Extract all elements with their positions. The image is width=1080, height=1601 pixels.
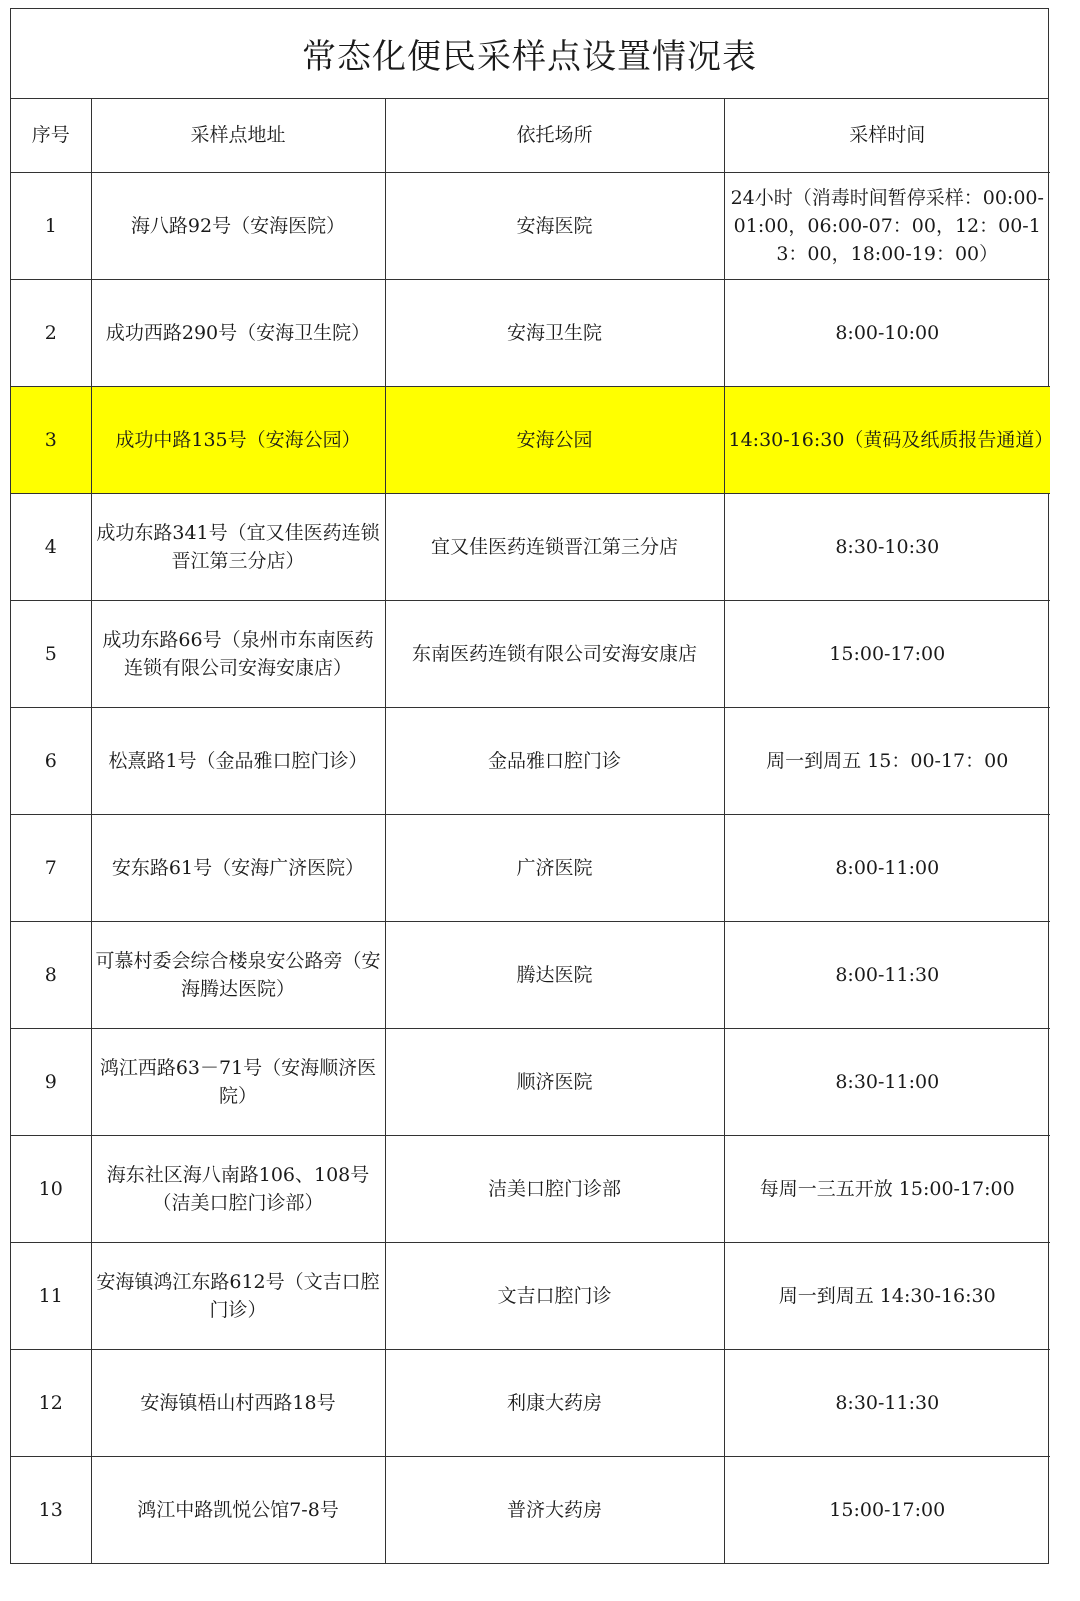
sampling-sites-sheet	[10, 8, 1054, 1564]
cell-time: 8:30-10:30	[724, 493, 1050, 600]
cell-seq: 2	[11, 279, 91, 386]
cell-time: 8:30-11:30	[724, 1349, 1050, 1456]
cell-time: 8:00-11:00	[724, 814, 1050, 921]
cell-time: 周一到周五 14:30-16:30	[724, 1242, 1050, 1349]
cell-address: 鸿江中路凯悦公馆7-8号	[91, 1456, 385, 1563]
header-seq: 序号	[11, 99, 91, 172]
cell-seq: 7	[11, 814, 91, 921]
cell-venue: 安海医院	[385, 172, 724, 279]
table-row	[11, 1135, 1050, 1242]
cell-venue: 利康大药房	[385, 1349, 724, 1456]
table-title: 常态化便民采样点设置情况表	[11, 9, 1048, 99]
table-row	[11, 921, 1050, 1028]
header-venue: 依托场所	[385, 99, 724, 172]
cell-time: 24小时（消毒时间暂停采样：00:00-01:00，06:00-07：00，12：00-13：00，18:00-19：00）	[724, 172, 1050, 279]
cell-seq: 12	[11, 1349, 91, 1456]
cell-time: 8:30-11:00	[724, 1028, 1050, 1135]
cell-venue: 宜又佳医药连锁晋江第三分店	[385, 493, 724, 600]
cell-time: 8:00-11:30	[724, 921, 1050, 1028]
cell-seq: 13	[11, 1456, 91, 1563]
header-row	[11, 99, 1050, 172]
header-address: 采样点地址	[91, 99, 385, 172]
cell-seq: 9	[11, 1028, 91, 1135]
cell-seq: 4	[11, 493, 91, 600]
cell-venue: 金品雅口腔门诊	[385, 707, 724, 814]
cell-address: 安海镇鸿江东路612号（文吉口腔门诊）	[91, 1242, 385, 1349]
sampling-sites-table	[11, 99, 1054, 1563]
table-row	[11, 707, 1050, 814]
cell-venue: 腾达医院	[385, 921, 724, 1028]
cell-address: 鸿江西路63－71号（安海顺济医院）	[91, 1028, 385, 1135]
cell-time: 周一到周五 15：00-17：00	[724, 707, 1050, 814]
cell-address: 海东社区海八南路106、108号（洁美口腔门诊部）	[91, 1135, 385, 1242]
table-row	[11, 1456, 1050, 1563]
table-row	[11, 600, 1050, 707]
table-row	[11, 493, 1050, 600]
cell-seq: 10	[11, 1135, 91, 1242]
cell-address: 成功中路135号（安海公园）	[91, 386, 385, 493]
cell-venue: 普济大药房	[385, 1456, 724, 1563]
cell-address: 安东路61号（安海广济医院）	[91, 814, 385, 921]
table-row	[11, 1349, 1050, 1456]
cell-venue: 顺济医院	[385, 1028, 724, 1135]
cell-address: 成功西路290号（安海卫生院）	[91, 279, 385, 386]
cell-seq: 1	[11, 172, 91, 279]
header-time: 采样时间	[724, 99, 1050, 172]
table-row	[11, 814, 1050, 921]
cell-venue: 洁美口腔门诊部	[385, 1135, 724, 1242]
table-row	[11, 386, 1050, 493]
cell-seq: 6	[11, 707, 91, 814]
cell-seq: 5	[11, 600, 91, 707]
cell-time: 15:00-17:00	[724, 600, 1050, 707]
cell-venue: 文吉口腔门诊	[385, 1242, 724, 1349]
cell-address: 松熹路1号（金品雅口腔门诊）	[91, 707, 385, 814]
cell-address: 成功东路66号（泉州市东南医药连锁有限公司安海安康店）	[91, 600, 385, 707]
cell-address: 海八路92号（安海医院）	[91, 172, 385, 279]
cell-seq: 3	[11, 386, 91, 493]
cell-time: 8:00-10:00	[724, 279, 1050, 386]
cell-address: 成功东路341号（宜又佳医药连锁晋江第三分店）	[91, 493, 385, 600]
cell-time: 每周一三五开放 15:00-17:00	[724, 1135, 1050, 1242]
cell-time: 15:00-17:00	[724, 1456, 1050, 1563]
cell-venue: 安海卫生院	[385, 279, 724, 386]
cell-address: 安海镇梧山村西路18号	[91, 1349, 385, 1456]
cell-seq: 11	[11, 1242, 91, 1349]
table-row	[11, 279, 1050, 386]
table-row	[11, 1242, 1050, 1349]
cell-time: 14:30-16:30（黄码及纸质报告通道）	[724, 386, 1050, 493]
table-row	[11, 172, 1050, 279]
table-row	[11, 1028, 1050, 1135]
cell-venue: 安海公园	[385, 386, 724, 493]
cell-address: 可慕村委会综合楼泉安公路旁（安海腾达医院）	[91, 921, 385, 1028]
cell-venue: 东南医药连锁有限公司安海安康店	[385, 600, 724, 707]
cell-seq: 8	[11, 921, 91, 1028]
cell-venue: 广济医院	[385, 814, 724, 921]
